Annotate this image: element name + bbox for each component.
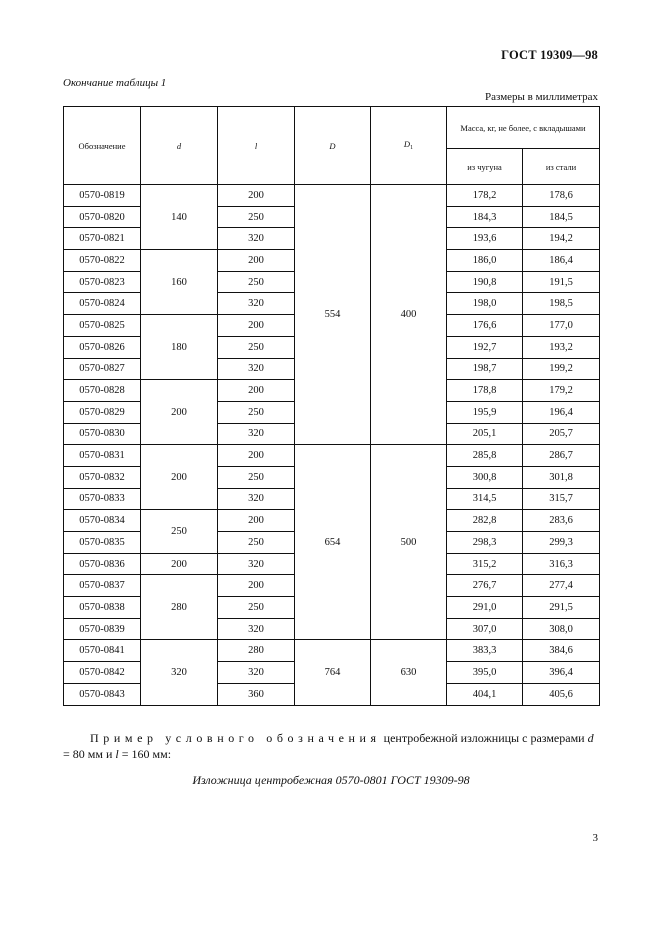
- mass-cast-iron-cell: 383,3: [447, 640, 523, 662]
- designation-cell: 0570-0820: [64, 206, 141, 228]
- designation-cell: 0570-0834: [64, 510, 141, 532]
- mass-cast-iron-cell: 314,5: [447, 488, 523, 510]
- mass-cast-iron-cell: 300,8: [447, 466, 523, 488]
- designation-cell: 0570-0826: [64, 336, 141, 358]
- l-cell: 320: [218, 618, 295, 640]
- l-cell: 200: [218, 575, 295, 597]
- designation-cell: 0570-0827: [64, 358, 141, 380]
- l-cell: 320: [218, 488, 295, 510]
- l-cell: 320: [218, 228, 295, 250]
- D1-cell: 400: [371, 185, 447, 445]
- table-body: [64, 185, 600, 706]
- designation-cell: 0570-0832: [64, 466, 141, 488]
- table-row: [64, 445, 600, 467]
- mass-steel-cell: 184,5: [523, 206, 600, 228]
- mass-cast-iron-cell: 395,0: [447, 662, 523, 684]
- example-text-3: = 160 мм:: [118, 747, 172, 761]
- designation-cell: 0570-0824: [64, 293, 141, 315]
- designation-cell: 0570-0843: [64, 683, 141, 705]
- l-cell: 320: [218, 553, 295, 575]
- mass-steel-cell: 186,4: [523, 250, 600, 272]
- mass-cast-iron-cell: 198,7: [447, 358, 523, 380]
- d-cell: 320: [141, 640, 218, 705]
- header-D1: [371, 107, 447, 185]
- designation-cell: 0570-0825: [64, 315, 141, 337]
- mass-steel-cell: 283,6: [523, 510, 600, 532]
- d-cell: 140: [141, 185, 218, 250]
- mass-steel-cell: 315,7: [523, 488, 600, 510]
- l-cell: 250: [218, 401, 295, 423]
- l-cell: 250: [218, 206, 295, 228]
- mass-steel-cell: 194,2: [523, 228, 600, 250]
- dimensions-table: [63, 106, 600, 706]
- example-d-symbol: d: [587, 731, 594, 745]
- mass-cast-iron-cell: 178,2: [447, 185, 523, 207]
- d-cell: 200: [141, 445, 218, 510]
- l-cell: 320: [218, 423, 295, 445]
- example-l-symbol: l: [115, 747, 119, 761]
- mass-steel-cell: 308,0: [523, 618, 600, 640]
- header-d: d: [141, 107, 218, 185]
- designation-cell: 0570-0842: [64, 662, 141, 684]
- mass-steel-cell: 316,3: [523, 553, 600, 575]
- mass-cast-iron-cell: 315,2: [447, 553, 523, 575]
- designation-cell: 0570-0836: [64, 553, 141, 575]
- mass-cast-iron-cell: 282,8: [447, 510, 523, 532]
- mass-steel-cell: 193,2: [523, 336, 600, 358]
- mass-cast-iron-cell: 291,0: [447, 597, 523, 619]
- d-cell: 200: [141, 380, 218, 445]
- mass-cast-iron-cell: 192,7: [447, 336, 523, 358]
- header-steel: из стали: [523, 149, 600, 185]
- d-cell: 200: [141, 553, 218, 575]
- units-note: Размеры в миллиметрах: [485, 91, 598, 103]
- mass-cast-iron-cell: 195,9: [447, 401, 523, 423]
- l-cell: 320: [218, 662, 295, 684]
- l-cell: 200: [218, 380, 295, 402]
- standard-code: ГОСТ 19309—98: [501, 48, 598, 62]
- designation-cell: 0570-0831: [64, 445, 141, 467]
- l-cell: 200: [218, 510, 295, 532]
- mass-cast-iron-cell: 190,8: [447, 271, 523, 293]
- mass-steel-cell: 178,6: [523, 185, 600, 207]
- mass-steel-cell: 301,8: [523, 466, 600, 488]
- table-row: [64, 185, 600, 207]
- header-mass: Масса, кг, не более, с вкладышами: [447, 107, 600, 149]
- mass-steel-cell: 199,2: [523, 358, 600, 380]
- mass-steel-cell: 286,7: [523, 445, 600, 467]
- l-cell: 200: [218, 250, 295, 272]
- header-designation: Обозначение: [64, 107, 141, 185]
- mass-steel-cell: 196,4: [523, 401, 600, 423]
- table-row: [64, 640, 600, 662]
- mass-cast-iron-cell: 298,3: [447, 532, 523, 554]
- l-cell: 250: [218, 271, 295, 293]
- l-cell: 200: [218, 185, 295, 207]
- designation-cell: 0570-0841: [64, 640, 141, 662]
- designation-cell: 0570-0829: [64, 401, 141, 423]
- mass-steel-cell: 191,5: [523, 271, 600, 293]
- mass-cast-iron-cell: 193,6: [447, 228, 523, 250]
- mass-steel-cell: 177,0: [523, 315, 600, 337]
- example-text-2: = 80 мм и: [63, 747, 116, 761]
- example-designation: Изложница центробежная 0570-0801 ГОСТ 19309-98: [192, 773, 470, 787]
- designation-cell: 0570-0833: [64, 488, 141, 510]
- designation-cell: 0570-0839: [64, 618, 141, 640]
- designation-cell: 0570-0828: [64, 380, 141, 402]
- l-cell: 250: [218, 466, 295, 488]
- mass-steel-cell: 405,6: [523, 683, 600, 705]
- mass-steel-cell: 396,4: [523, 662, 600, 684]
- D-cell: 654: [295, 445, 371, 640]
- D-cell: 764: [295, 640, 371, 705]
- designation-cell: 0570-0837: [64, 575, 141, 597]
- designation-cell: 0570-0823: [64, 271, 141, 293]
- mass-steel-cell: 198,5: [523, 293, 600, 315]
- d-cell: 250: [141, 510, 218, 553]
- example-paragraph: [63, 730, 599, 762]
- mass-cast-iron-cell: 276,7: [447, 575, 523, 597]
- header-cast-iron: из чугуна: [447, 149, 523, 185]
- l-cell: 320: [218, 358, 295, 380]
- l-cell: 360: [218, 683, 295, 705]
- D1-cell: 500: [371, 445, 447, 640]
- d-cell: 160: [141, 250, 218, 315]
- l-cell: 280: [218, 640, 295, 662]
- mass-steel-cell: 384,6: [523, 640, 600, 662]
- header-D1-symbol: D: [403, 138, 411, 149]
- mass-cast-iron-cell: 285,8: [447, 445, 523, 467]
- designation-cell: 0570-0835: [64, 532, 141, 554]
- d-cell: 180: [141, 315, 218, 380]
- example-text-1: центробежной изложницы с размерами: [380, 731, 588, 745]
- mass-steel-cell: 277,4: [523, 575, 600, 597]
- mass-steel-cell: 205,7: [523, 423, 600, 445]
- mass-cast-iron-cell: 186,0: [447, 250, 523, 272]
- mass-cast-iron-cell: 178,8: [447, 380, 523, 402]
- designation-cell: 0570-0838: [64, 597, 141, 619]
- mass-cast-iron-cell: 307,0: [447, 618, 523, 640]
- page-number: 3: [592, 832, 598, 844]
- D-cell: 554: [295, 185, 371, 445]
- mass-cast-iron-cell: 205,1: [447, 423, 523, 445]
- table-caption: Окончание таблицы 1: [63, 77, 167, 89]
- mass-cast-iron-cell: 404,1: [447, 683, 523, 705]
- l-cell: 250: [218, 336, 295, 358]
- l-cell: 200: [218, 315, 295, 337]
- mass-cast-iron-cell: 176,6: [447, 315, 523, 337]
- mass-cast-iron-cell: 198,0: [447, 293, 523, 315]
- l-cell: 250: [218, 532, 295, 554]
- mass-steel-cell: 299,3: [523, 532, 600, 554]
- designation-cell: 0570-0830: [64, 423, 141, 445]
- mass-steel-cell: 291,5: [523, 597, 600, 619]
- designation-cell: 0570-0822: [64, 250, 141, 272]
- designation-cell: 0570-0821: [64, 228, 141, 250]
- designation-cell: 0570-0819: [64, 185, 141, 207]
- D1-cell: 630: [371, 640, 447, 705]
- header-D1-subscript: 1: [410, 144, 414, 151]
- d-cell: 280: [141, 575, 218, 640]
- header-l: l: [218, 107, 295, 185]
- l-cell: 250: [218, 597, 295, 619]
- mass-cast-iron-cell: 184,3: [447, 206, 523, 228]
- header-D: D: [295, 107, 371, 185]
- l-cell: 320: [218, 293, 295, 315]
- l-cell: 200: [218, 445, 295, 467]
- mass-steel-cell: 179,2: [523, 380, 600, 402]
- example-lead: Пример условного обозначения: [90, 731, 381, 745]
